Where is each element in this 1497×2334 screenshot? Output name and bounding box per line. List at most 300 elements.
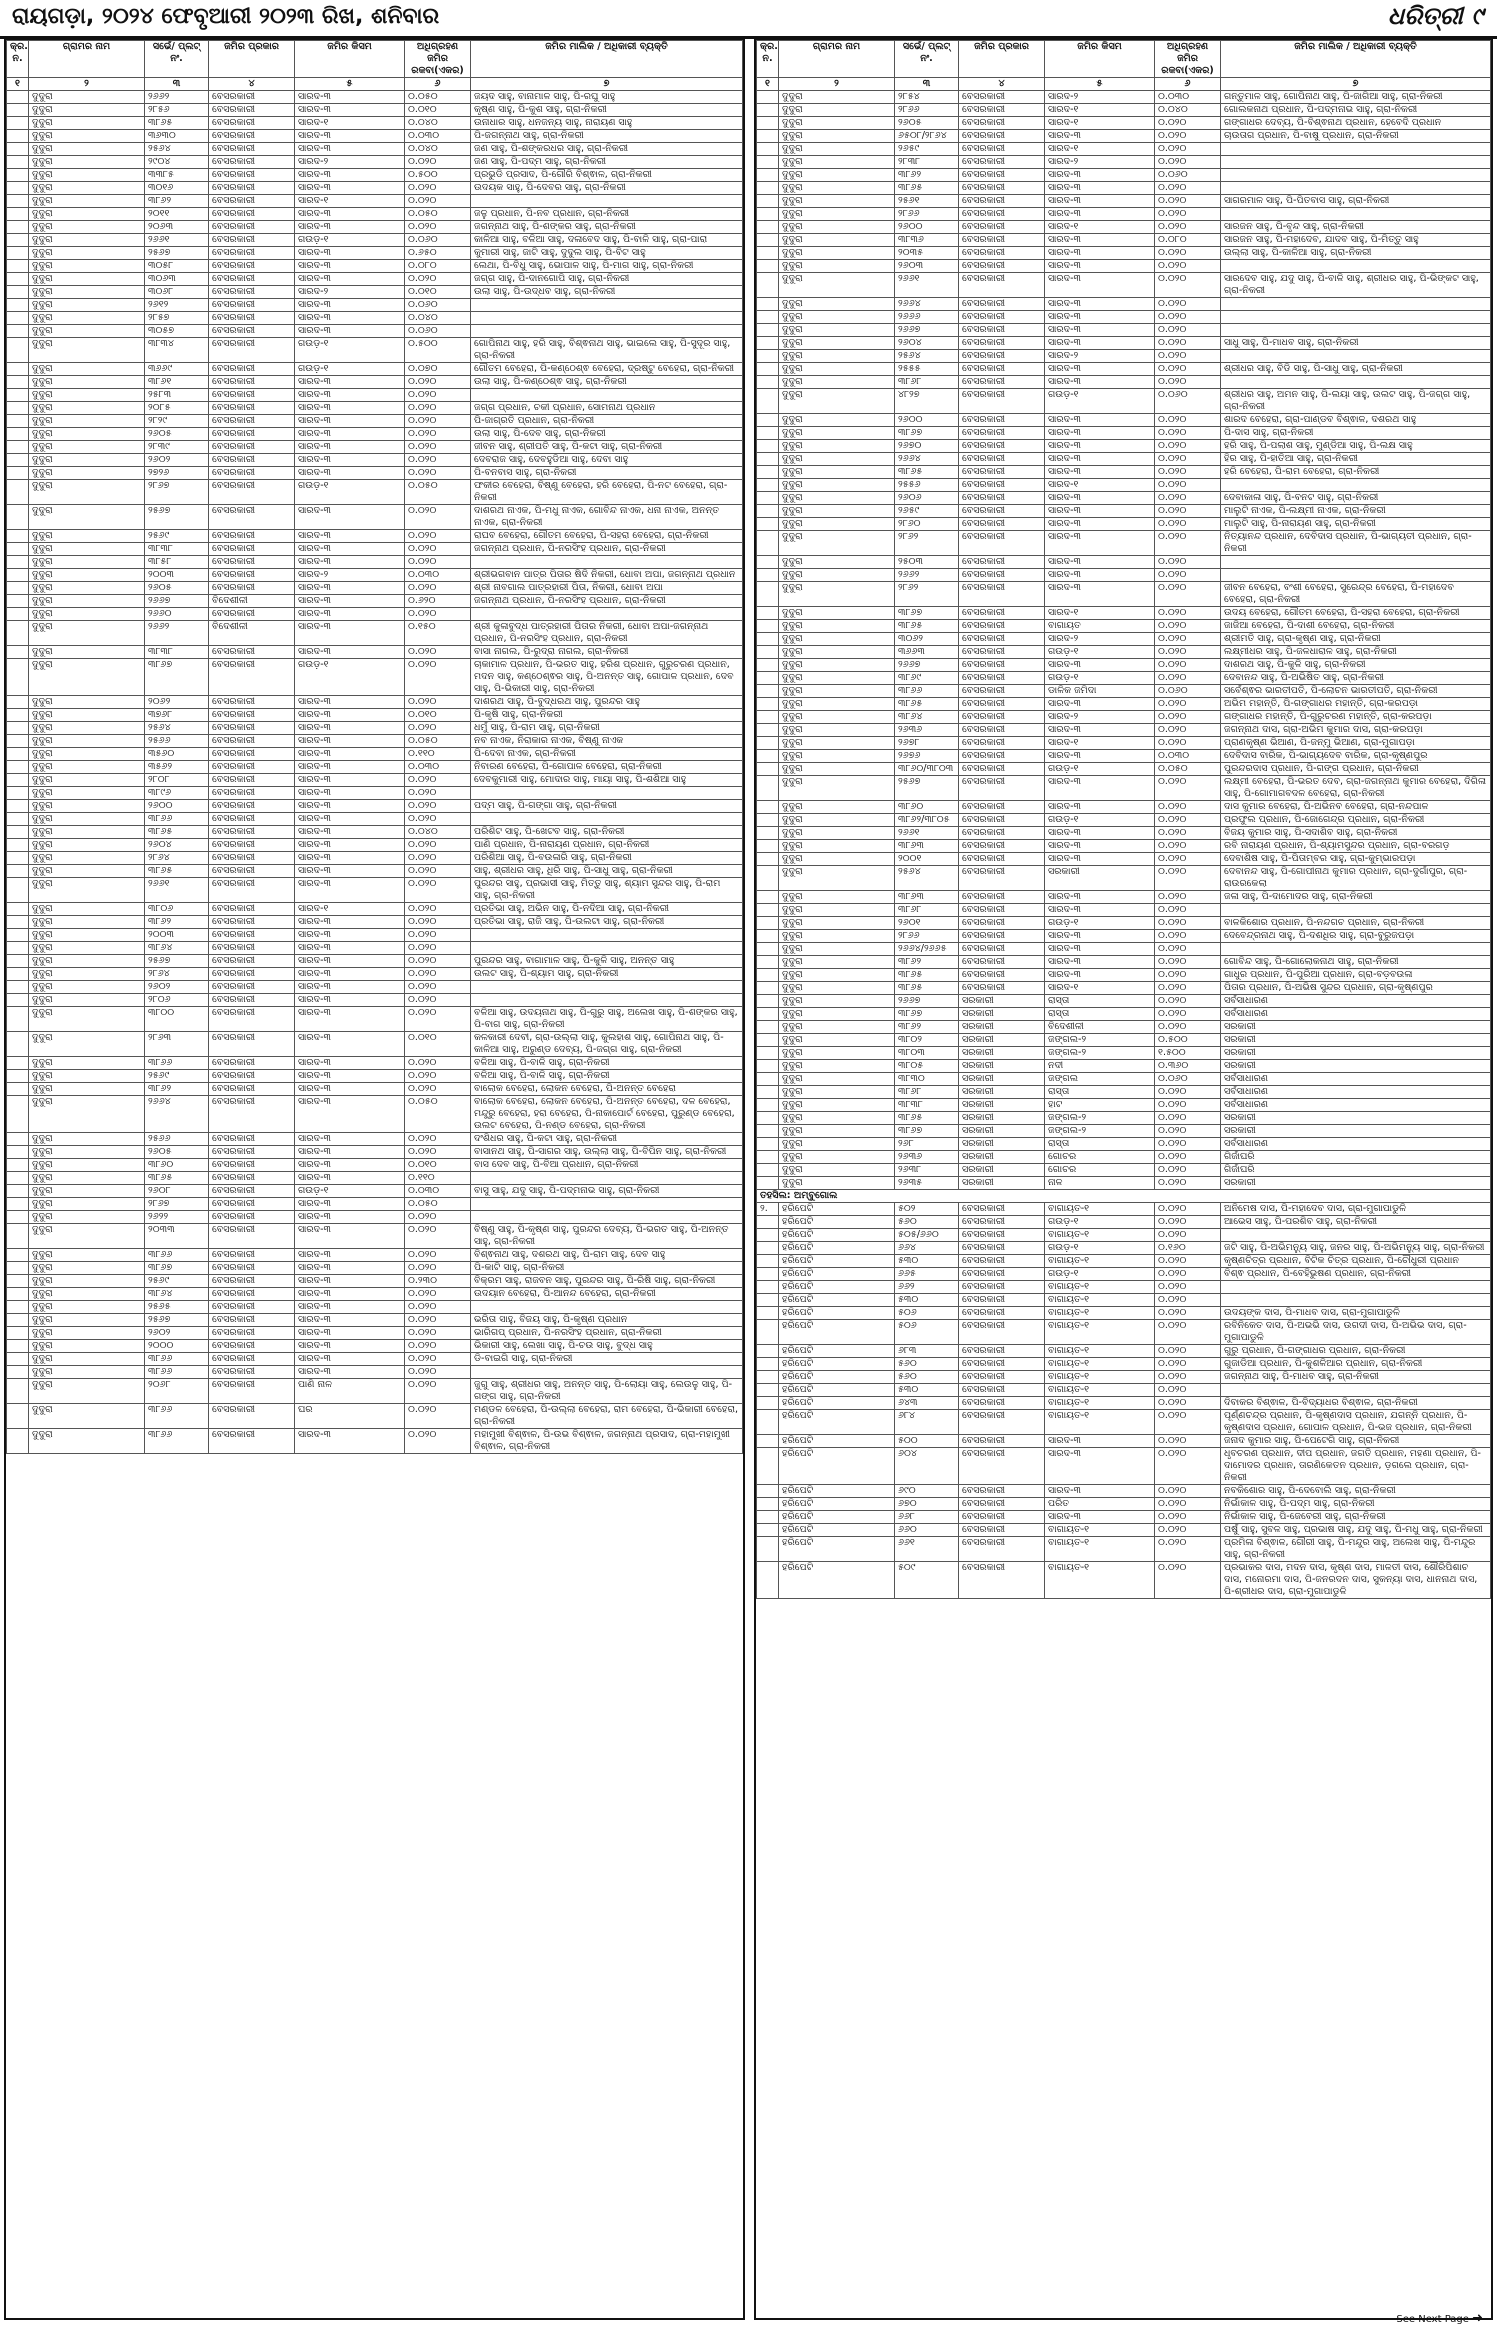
col-number: ୭ xyxy=(471,78,743,91)
plot-cell: ୩୮୫୮ xyxy=(145,556,209,569)
serial-cell xyxy=(757,427,779,440)
owner-cell: ପଦ୍ମ ସାହୁ, ପି-ଗଙ୍ଗା ସାହୁ, ଗ୍ରା-ନିକରୀ xyxy=(471,800,743,813)
owner-cell: ଦେବାନନ୍ଦ ସାହୁ, ପି-ଅଭିଷିତ ସାହୁ, ଗ୍ରା-ନିକରୀ xyxy=(1221,672,1491,685)
table-row xyxy=(757,750,1491,763)
village-cell: ହରିପେଟି xyxy=(779,1511,895,1524)
village-cell: ଦୁଦୁରା xyxy=(779,620,895,633)
area-cell: ୦.୨୩୦ xyxy=(405,1275,471,1288)
serial-cell xyxy=(7,1007,29,1032)
owner-cell: ନିତ୍ୟାନନ୍ଦ ପ୍ରଧାନ, ଦେବିଦାସ ପ୍ରଧାନ, ପି-ଭାଗ୍ୟତୀ ପ୍ରଧାନ, ଗ୍ରା-ନିକରୀ xyxy=(1221,531,1491,556)
owner-cell: ବିଷ୍ଣୁ ସାହୁ, ପି-କୃଷ୍ଣ ସାହୁ, ପୁରନ୍ଦର ଦେବ୍ୟ, ପି-ଭରତ ସାହୁ, ପି-ଅନନ୍ତ ସାହୁ, ଗ୍ରା-ନିକରୀ xyxy=(471,1224,743,1249)
serial-cell xyxy=(757,1229,779,1242)
plot-cell: ୨୬୦୪ xyxy=(145,839,209,852)
serial-cell xyxy=(7,325,29,338)
area-cell: ୦.୦୨୦ xyxy=(1155,1021,1221,1034)
serial-cell xyxy=(757,221,779,234)
table-row xyxy=(7,530,743,543)
table-row xyxy=(7,402,743,415)
owner-cell xyxy=(471,1198,743,1211)
land-type-cell: ବେସରକାରୀ xyxy=(209,467,295,480)
table-row xyxy=(757,904,1491,917)
table-row xyxy=(757,1294,1491,1307)
land-type-cell: ବେସରକାରୀ xyxy=(959,1410,1045,1435)
village-cell: ଦୁଦୁରା xyxy=(779,853,895,866)
owner-cell xyxy=(471,299,743,312)
serial-cell xyxy=(7,104,29,117)
village-cell: ହରିପେଟି xyxy=(779,1562,895,1599)
area-cell: ୦.୦୬୦ xyxy=(1155,1073,1221,1086)
land-class-cell: ସାରଦ-୩ xyxy=(295,839,405,852)
table-row xyxy=(7,1159,743,1172)
village-cell: ଦୁଦୁରା xyxy=(779,182,895,195)
owner-cell: ସର୍ବସାଧାରଣ xyxy=(1221,995,1491,1008)
area-cell: ୦.୦୨୦ xyxy=(405,1146,471,1159)
land-type-cell: ବେସରକାରୀ xyxy=(209,968,295,981)
area-cell: ୦.୦୨୦ xyxy=(1155,273,1221,298)
area-cell: ୦.୦୨୦ xyxy=(1155,1177,1221,1190)
plot-cell: ୨୬୬୪ xyxy=(145,1096,209,1133)
area-cell: ୦.୦୨୦ xyxy=(1155,1008,1221,1021)
serial-cell xyxy=(757,389,779,414)
land-type-cell: ବେସରକାରୀ xyxy=(209,415,295,428)
land-class-cell: ସାରଦ-୧ xyxy=(1045,221,1155,234)
table-row xyxy=(757,1138,1491,1151)
table-row xyxy=(757,1384,1491,1397)
owner-cell xyxy=(1221,556,1491,569)
land-class-cell: ସାରଦ-୩ xyxy=(295,1301,405,1314)
village-cell: ଦୁଦୁରା xyxy=(779,750,895,763)
plot-cell: ୨୫୬୭ xyxy=(145,505,209,530)
serial-cell xyxy=(757,1448,779,1485)
land-type-cell: ବେସରକାରୀ xyxy=(959,260,1045,273)
owner-cell: ସରକାରୀ xyxy=(1221,1021,1491,1034)
owner-cell xyxy=(1221,143,1491,156)
owner-cell: ଦେବାନନ୍ଦ ସାହୁ, ପି-ଗୋପୀନାଥ କୁମାର ପ୍ରଧାନ, ଗ୍ରା-ଦୁର୍ଗାପୁର, ଗ୍ରା-ରାଉରକେଲା xyxy=(1221,866,1491,891)
owner-cell: ବାସା ନାଗଲ, ପି-ରୁଦ୍ରା ନାଗଲ, ଗ୍ରା-ନିକରୀ xyxy=(471,646,743,659)
table-row xyxy=(757,1216,1491,1229)
serial-cell xyxy=(757,169,779,182)
owner-cell: କୃଷ୍ଣଚିତ୍ର ପ୍ରଧାନ, ବିଟିକ ଚିତ୍ର ପ୍ରଧାନ, ପି-ଚୌଧୁରୀ ପ୍ରଧାନ xyxy=(1221,1255,1491,1268)
table-row xyxy=(757,453,1491,466)
serial-cell xyxy=(757,659,779,672)
table-row xyxy=(7,1211,743,1224)
table-row xyxy=(757,698,1491,711)
land-class-cell: ସାରଦ-୩ xyxy=(295,1262,405,1275)
land-class-cell: ସାରଦ-୩ xyxy=(295,595,405,608)
land-type-cell: ବେସରକାରୀ xyxy=(959,195,1045,208)
plot-cell: ୨୫୦୩ xyxy=(895,556,959,569)
land-type-cell: ବେସରକାରୀ xyxy=(209,402,295,415)
owner-cell: ପି-ଦେବା ନାଏକ, ଗ୍ରା-ନିକରୀ xyxy=(471,748,743,761)
village-cell: ଦୁଦୁରା xyxy=(29,467,145,480)
land-class-cell: ସାରଦ-୩ xyxy=(1045,518,1155,531)
owner-cell: କୁମାରୀ ସାହୁ, ଜାଟି ସାହୁ, ଦୁଦୁଲ ସାହୁ, ପି-ବିଟ ସାହୁ xyxy=(471,247,743,260)
table-row xyxy=(757,414,1491,427)
plot-cell: ୨୦୦୩ xyxy=(145,569,209,582)
village-cell: ଦୁଦୁରା xyxy=(29,929,145,942)
land-type-cell: ବେସରକାରୀ xyxy=(209,813,295,826)
table-row xyxy=(7,1146,743,1159)
area-cell: ୦.୦୨୦ xyxy=(405,273,471,286)
area-cell: ୦.୦୨୦ xyxy=(1155,1216,1221,1229)
plot-cell: ୪୮୨୭ xyxy=(895,389,959,414)
serial-cell xyxy=(7,1275,29,1288)
owner-cell: ବିଶ୍ଵ ପ୍ରଧାନ, ପି-ବେହିଭୁଷଣ ପ୍ରଧାନ, ଗ୍ରା-ନିକରୀ xyxy=(1221,1268,1491,1281)
area-cell: ୦.୦୨୦ xyxy=(1155,1384,1221,1397)
serial-cell xyxy=(757,698,779,711)
table-row xyxy=(7,234,743,247)
area-cell: ୦.୦୨୦ xyxy=(405,1404,471,1429)
table-row xyxy=(757,866,1491,891)
plot-cell: ୨୫୬୯ xyxy=(145,1275,209,1288)
serial-cell xyxy=(757,376,779,389)
table-row xyxy=(7,608,743,621)
land-class-cell: ସାରଦ-୩ xyxy=(1045,930,1155,943)
table-row xyxy=(7,787,743,800)
table-row xyxy=(757,672,1491,685)
land-type-cell: ବେସରକାରୀ xyxy=(959,337,1045,350)
land-class-cell: ସାରଦ-୩ xyxy=(1045,169,1155,182)
serial-cell xyxy=(7,929,29,942)
owner-cell: ବିକ୍ରମ ସାହୁ, ରାଜବନ ସାହୁ, ପୁରନ୍ଦର ସାହୁ, ପି-ରିଷି ସାହୁ, ଗ୍ରା-ନିକରୀ xyxy=(471,1275,743,1288)
owner-cell xyxy=(1221,1281,1491,1294)
village-cell: ଦୁଦୁରା xyxy=(29,646,145,659)
table-row xyxy=(7,1249,743,1262)
owner-cell: ଭରିତା ସାହୁ, ବିଜୟ ସାହୁ, ପି-କୃଷ୍ଣ ପ୍ରଧାନ xyxy=(471,1314,743,1327)
area-cell: ୦.୦୨୦ xyxy=(1155,1320,1221,1345)
village-cell: ଦୁଦୁରା xyxy=(779,982,895,995)
village-cell: ଦୁଦୁରା xyxy=(779,891,895,904)
area-cell: ୦.୦୫୦ xyxy=(405,208,471,221)
table-row xyxy=(757,1242,1491,1255)
serial-cell xyxy=(7,505,29,530)
area-cell: ୦.୦୨୦ xyxy=(405,813,471,826)
land-type-cell: ବେସରକାରୀ xyxy=(959,1216,1045,1229)
village-cell: ଦୁଦୁରା xyxy=(29,169,145,182)
village-cell: ଦୁଦୁରା xyxy=(779,247,895,260)
plot-cell: ୨୬୭୬ xyxy=(895,750,959,763)
owner-cell xyxy=(471,787,743,800)
plot-cell: ୩୬୬୩ xyxy=(895,646,959,659)
serial-cell xyxy=(7,916,29,929)
land-class-cell: ସାରଦ-୩ xyxy=(1045,1435,1155,1448)
land-type-cell: ବେସରକାରୀ xyxy=(959,324,1045,337)
plot-cell: ୩୮୬୫ xyxy=(895,969,959,982)
area-cell: ୦.୦୪୦ xyxy=(405,826,471,839)
area-cell: ୦.୦୨୦ xyxy=(1155,518,1221,531)
owner-cell: ସାରଜନ ସାହୁ, ପି-ମହାଦେବ, ଯାଦବ ସାହୁ, ପି-ମିତ୍ତୁ ସାହୁ xyxy=(1221,234,1491,247)
owner-cell: ଉଲା ସାହୁ, ପି-ଉଦ୍ଧବ ସାହୁ, ଗ୍ରା-ନିକରୀ xyxy=(471,286,743,299)
area-cell: ୦.୦୨୦ xyxy=(1155,943,1221,956)
table-row xyxy=(757,1448,1491,1485)
col-plot: ସର୍ଭେ/ ପ୍ଲଟ୍ ନଂ. xyxy=(895,41,959,78)
area-cell: ୦.୦୨୦ xyxy=(405,839,471,852)
owner-cell: ପି-ଦାସ ସାହୁ, ଗ୍ରା-ନିକରୀ xyxy=(1221,427,1491,440)
serial-cell xyxy=(757,1307,779,1320)
land-type-cell: ବେସରକାରୀ xyxy=(959,143,1045,156)
area-cell: ୦.୦୨୦ xyxy=(405,182,471,195)
owner-cell: ସାରଦେବ ସାହୁ, ଯଦୁ ସାହୁ, ପି-ବାଳି ସାହୁ, ଶ୍ରୀଧର ସାହୁ, ପି-ଭିଙ୍କଟ ସାହୁ, ଗ୍ରା-ନିକରୀ xyxy=(1221,273,1491,298)
area-cell: ୦.୦୨୦ xyxy=(1155,1164,1221,1177)
area-cell: ୦.୦୨୦ xyxy=(1155,1294,1221,1307)
village-cell: ଦୁଦୁରା xyxy=(29,903,145,916)
owner-cell: ଦେବାଶିଷ ସାହୁ, ପି-ପିତାମ୍ବର ସାହୁ, ଗ୍ରା-କୁମ୍ଭାରପଡ଼ା xyxy=(1221,853,1491,866)
village-cell: ଦୁଦୁରା xyxy=(779,814,895,827)
village-cell: ଦୁଦୁରା xyxy=(29,286,145,299)
land-type-cell: ବେସରକାରୀ xyxy=(209,208,295,221)
land-class-cell: ସାରଦ-୩ xyxy=(295,1314,405,1327)
plot-cell: ୫୬୦ xyxy=(895,1358,959,1371)
owner-cell: ଦେବାକାଳା ସାହୁ, ପି-ବନଟ ସାହୁ, ଗ୍ରା-ନିକରୀ xyxy=(1221,492,1491,505)
village-cell: ହରିପେଟି xyxy=(779,1216,895,1229)
land-class-cell: ସାରଦ-୩ xyxy=(295,1133,405,1146)
area-cell: ୦.୦୨୦ xyxy=(1155,891,1221,904)
col-number: ୬ xyxy=(1155,78,1221,91)
table-row xyxy=(7,312,743,325)
plot-cell: ୩୮୬୭ xyxy=(895,1008,959,1021)
land-class-cell: ବାଗାୟତ-୧ xyxy=(1045,1203,1155,1216)
land-type-cell: ବେସରକାରୀ xyxy=(209,709,295,722)
land-class-cell: ସାରଦ-୩ xyxy=(295,865,405,878)
plot-cell: ୩୮୬୫ xyxy=(895,1112,959,1125)
owner-cell: କଳକାରୀ ଦେବୀ, ଗ୍ରା-ଉଲ୍ଲା ସାହୁ, କୁଲହାଶ ସାହୁ, ଗୋପିନାଥ ସାହୁ, ପି-କାଳିଆ ସାହୁ, ଅରୁଣ୍ଡ ଦେବ୍ୟ, ପି-ଜଗ୍ଗ ସାହୁ, ଗ୍ରା-ନିକରୀ xyxy=(471,1032,743,1057)
table-row xyxy=(757,982,1491,995)
owner-cell: ସର୍ବସାଧାରଣ xyxy=(1221,1099,1491,1112)
land-class-cell: ଜଙ୍ଗଲ-୨ xyxy=(1045,1125,1155,1138)
table-row xyxy=(757,427,1491,440)
land-type-cell: ବେସରକାରୀ xyxy=(959,891,1045,904)
village-cell: ଦୁଦୁରା xyxy=(779,1021,895,1034)
owner-cell xyxy=(1221,169,1491,182)
area-cell: ୦.୦୨୦ xyxy=(1155,143,1221,156)
village-cell: ଦୁଦୁରା xyxy=(29,582,145,595)
land-class-cell: ସାରଦ-୩ xyxy=(295,774,405,787)
land-class-cell: ଗଉଡ଼-୧ xyxy=(1045,763,1155,776)
village-cell: ଦୁଦୁରା xyxy=(779,389,895,414)
serial-cell xyxy=(757,156,779,169)
owner-cell: ଗିର୍ଜାଘରି xyxy=(1221,1164,1491,1177)
land-class-cell: ଡାଳିକ ଜମିଦା xyxy=(1045,685,1155,698)
serial-cell xyxy=(757,311,779,324)
land-class-cell: ଗଉଡ଼-୧ xyxy=(1045,1216,1155,1229)
land-class-cell: ସାରଦ-୨ xyxy=(1045,91,1155,104)
owner-cell: ଦେବେନ୍ଦ୍ରନାଥ ସାହୁ, ପି-ଦଶଧିର ସାହୁ, ଗ୍ରା-ବୁରୁଜପଡ଼ା xyxy=(1221,930,1491,943)
area-cell: ୦.୦୩୦ xyxy=(1155,750,1221,763)
serial-cell xyxy=(7,299,29,312)
plot-cell: ୨୫୬୪ xyxy=(895,866,959,891)
village-cell: ଦୁଦୁରା xyxy=(29,865,145,878)
serial-cell xyxy=(757,234,779,247)
table-row xyxy=(757,556,1491,569)
owner-cell: ଜଳୁ ପ୍ରଧାନ, ପି-ନବ ପ୍ରଧାନ, ଗ୍ରା-ନିକରୀ xyxy=(471,208,743,221)
table-row xyxy=(7,569,743,582)
village-cell: ହରିପେଟି xyxy=(779,1358,895,1371)
serial-cell xyxy=(7,441,29,454)
area-cell: ୦.୦୨୦ xyxy=(1155,724,1221,737)
village-cell: ଦୁଦୁରା xyxy=(779,943,895,956)
plot-cell: ୨୫୬୬ xyxy=(145,735,209,748)
land-type-cell: ବେସରକାରୀ xyxy=(959,943,1045,956)
plot-cell: ୩୮୬୮ xyxy=(895,904,959,917)
col-number: ୧ xyxy=(757,78,779,91)
table-row xyxy=(7,467,743,480)
area-cell: ୦.୧୫୦ xyxy=(405,621,471,646)
land-class-cell: ସାରଦ-୧ xyxy=(1045,982,1155,995)
plot-cell: ୨୮୫୭ xyxy=(145,312,209,325)
serial-cell xyxy=(757,685,779,698)
plot-cell: ୩୮୬୫ xyxy=(145,865,209,878)
village-cell: ଦୁଦୁରା xyxy=(779,117,895,130)
plot-cell: ୩୬୬୯ xyxy=(145,363,209,376)
table-header xyxy=(757,41,1491,78)
table-row xyxy=(757,169,1491,182)
village-cell: ଦୁଦୁରା xyxy=(779,363,895,376)
owner-cell: ସରକାରୀ xyxy=(1221,1112,1491,1125)
owner-cell: ଜଗନ୍ନାଥ ସାହୁ, ପି-ଶଙ୍କର ସାହୁ, ଗ୍ରା-ନିକରୀ xyxy=(471,221,743,234)
area-cell: ୦.୦୨୦ xyxy=(1155,982,1221,995)
plot-cell: ୩୮୬୨ xyxy=(895,1021,959,1034)
land-class-cell: ଗଉଡ଼-୧ xyxy=(295,338,405,363)
owner-cell: ପରିଶିଆ ସାହୁ, ପି-ବଉଳାରି ସାହୁ, ଗ୍ରା-ନିକରୀ xyxy=(471,852,743,865)
village-cell: ଦୁଦୁରା xyxy=(779,1047,895,1060)
village-cell: ଦୁଦୁରା xyxy=(29,221,145,234)
serial-cell xyxy=(7,169,29,182)
plot-cell: ୩୭୬୮ xyxy=(145,709,209,722)
area-cell: ୦.୦୪୦ xyxy=(405,117,471,130)
land-type-cell: ବେସରକାରୀ xyxy=(959,1242,1045,1255)
land-class-cell: ସାରଦ-୩ xyxy=(295,787,405,800)
serial-cell xyxy=(757,1524,779,1537)
table-row xyxy=(7,1198,743,1211)
table-row xyxy=(757,273,1491,298)
serial-cell xyxy=(757,1138,779,1151)
owner-cell: ପରିଶିଟ ସାହୁ, ପି-ଖେଟବ ସାହୁ, ଗ୍ରା-ନିକରୀ xyxy=(471,826,743,839)
village-cell: ଦୁଦୁରା xyxy=(29,1070,145,1083)
serial-cell xyxy=(757,814,779,827)
area-cell: ୦.୦୨୦ xyxy=(1155,607,1221,620)
land-class-cell: ସାରଦ-୩ xyxy=(295,955,405,968)
owner-cell xyxy=(471,312,743,325)
area-cell: ୦.୦୨୦ xyxy=(1155,827,1221,840)
plot-cell: ୨୮୩୮ xyxy=(895,156,959,169)
plot-cell: ୨୫୬୫ xyxy=(145,1301,209,1314)
serial-cell xyxy=(7,1224,29,1249)
table-row xyxy=(757,1435,1491,1448)
table-row xyxy=(757,350,1491,363)
plot-cell: ୩୮୦୬ xyxy=(145,903,209,916)
plot-cell: ୨୫୫୬ xyxy=(895,479,959,492)
next-page-label: See Next Page xyxy=(1396,2314,1469,2325)
village-cell: ଦୁଦୁରା xyxy=(779,130,895,143)
land-class-cell: ସାରଦ-୩ xyxy=(295,530,405,543)
plot-cell: ୨୮୬୪ xyxy=(145,852,209,865)
table-row xyxy=(7,826,743,839)
village-cell: ହରିପେଟି xyxy=(779,1397,895,1410)
area-cell: ୦.୦୮୦ xyxy=(405,260,471,273)
land-type-cell: ବେସରକାରୀ xyxy=(209,363,295,376)
plot-cell: ୨୬୬୪ xyxy=(895,298,959,311)
village-cell: ଦୁଦୁରା xyxy=(779,956,895,969)
village-cell: ଦୁଦୁରା xyxy=(779,466,895,479)
area-cell: ୦.୦୨୦ xyxy=(405,852,471,865)
table-row xyxy=(7,865,743,878)
serial-cell xyxy=(7,208,29,221)
village-cell: ଦୁଦୁରା xyxy=(29,800,145,813)
plot-cell: ୨୬୦୪ xyxy=(895,337,959,350)
land-type-cell: ବେସରକାରୀ xyxy=(209,1083,295,1096)
area-cell: ୦.୦୨୦ xyxy=(1155,1448,1221,1485)
serial-cell xyxy=(757,453,779,466)
land-class-cell: ସାରଦ-୩ xyxy=(295,878,405,903)
owner-cell: ଦେବିଦାସ ବାରିକ, ପି-ଭାଗ୍ୟଦେବ ବାରିକ, ଗ୍ରା-କୃଷ୍ଣପୁର xyxy=(1221,750,1491,763)
owner-cell: ସରକାରୀ xyxy=(1221,1034,1491,1047)
area-cell: ୦.୦୬୦ xyxy=(1155,169,1221,182)
area-cell: ୦.୦୨୦ xyxy=(1155,117,1221,130)
table-row xyxy=(7,903,743,916)
owner-cell: ସରକାରୀ xyxy=(1221,1060,1491,1073)
table-row xyxy=(7,1224,743,1249)
area-cell: ୦.୦୨୦ xyxy=(1155,866,1221,891)
land-class-cell: ସାରଦ-୩ xyxy=(295,929,405,942)
serial-cell xyxy=(757,1537,779,1562)
land-class-cell: ସାରଦ-୩ xyxy=(295,1429,405,1454)
land-type-cell: ବେସରକାରୀ xyxy=(959,221,1045,234)
plot-cell: ୨୦୦୦ xyxy=(145,1340,209,1353)
area-cell: ୦.୦୨୦ xyxy=(1155,182,1221,195)
owner-cell: ବାଲୋକ ବେହେରା, ଲୋକନ ବେହେରା, ପି-ଅନନ୍ତ ବେହେରା xyxy=(471,1083,743,1096)
village-cell: ଦୁଦୁରା xyxy=(779,827,895,840)
land-class-cell: ଗଉଡ଼-୧ xyxy=(1045,814,1155,827)
village-cell: ଦୁଦୁରା xyxy=(29,530,145,543)
table-row xyxy=(7,994,743,1007)
village-cell: ଦୁଦୁରା xyxy=(779,776,895,801)
owner-cell: ଦାଶରଥ ସାହୁ, ପି-କୁଳି ସାହୁ, ଗ୍ରା-ନିକରୀ xyxy=(1221,659,1491,672)
plot-cell: ୩୮୬୬ xyxy=(145,1353,209,1366)
owner-cell: ଚାକାମାଳ ପ୍ରଧାନ, ପି-ଭରତ ସାହୁ, ହରିଶ ପ୍ରଧାନ, ଗୁରୁଚରଣ ପ୍ରଧାନ, ମଦନ ସାହୁ, କଣ୍ଠେଶ୍ଵର ସାହୁ, ପି-ଅନନ୍ତ ସାହୁ, ଗୋପାଳ ପ୍ରଧାନ, ଦେବ ସାହୁ, ପି-ଭିକାରୀ ସାହୁ, ଗ୍ରା-ନିକରୀ xyxy=(471,659,743,696)
village-cell: ଦୁଦୁରା xyxy=(29,1340,145,1353)
land-type-cell: ବେସରକାରୀ xyxy=(209,325,295,338)
serial-cell xyxy=(757,956,779,969)
plot-cell: ୨୬୫୯ xyxy=(895,143,959,156)
owner-cell: ସରକାରୀ xyxy=(1221,1047,1491,1060)
left-table-body xyxy=(7,91,743,1454)
serial-cell xyxy=(7,981,29,994)
land-class-cell: ବାଗାୟତ-୧ xyxy=(1045,1384,1155,1397)
land-type-cell: ବେସରକାରୀ xyxy=(209,929,295,942)
serial-cell xyxy=(757,1345,779,1358)
land-type-cell: ବେସରକାରୀ xyxy=(209,182,295,195)
plot-cell: ୩୮୬୩ xyxy=(895,891,959,904)
serial-cell xyxy=(757,1086,779,1099)
land-class-cell: ସାରଦ-୩ xyxy=(1045,337,1155,350)
serial-cell xyxy=(7,556,29,569)
area-cell: ୦.୫୦୦ xyxy=(405,338,471,363)
land-class-cell: ସାରଦ-୩ xyxy=(295,1249,405,1262)
land-class-cell: ବାଗାୟତ-୧ xyxy=(1045,1410,1155,1435)
area-cell: ୦.୦୨୦ xyxy=(405,800,471,813)
area-cell: ୦.୦୨୦ xyxy=(1155,556,1221,569)
area-cell: ୦.୦୨୦ xyxy=(405,942,471,955)
land-class-cell: ସାରଦ-୩ xyxy=(1045,427,1155,440)
table-row xyxy=(7,363,743,376)
land-type-cell: ବେସରକାରୀ xyxy=(959,363,1045,376)
village-cell: ଦୁଦୁରା xyxy=(779,414,895,427)
table-row xyxy=(757,1151,1491,1164)
serial-cell xyxy=(757,440,779,453)
plot-cell: ୩୦୫୭ xyxy=(145,325,209,338)
serial-cell xyxy=(757,776,779,801)
area-cell: ୦.୦୨୦ xyxy=(1155,582,1221,607)
